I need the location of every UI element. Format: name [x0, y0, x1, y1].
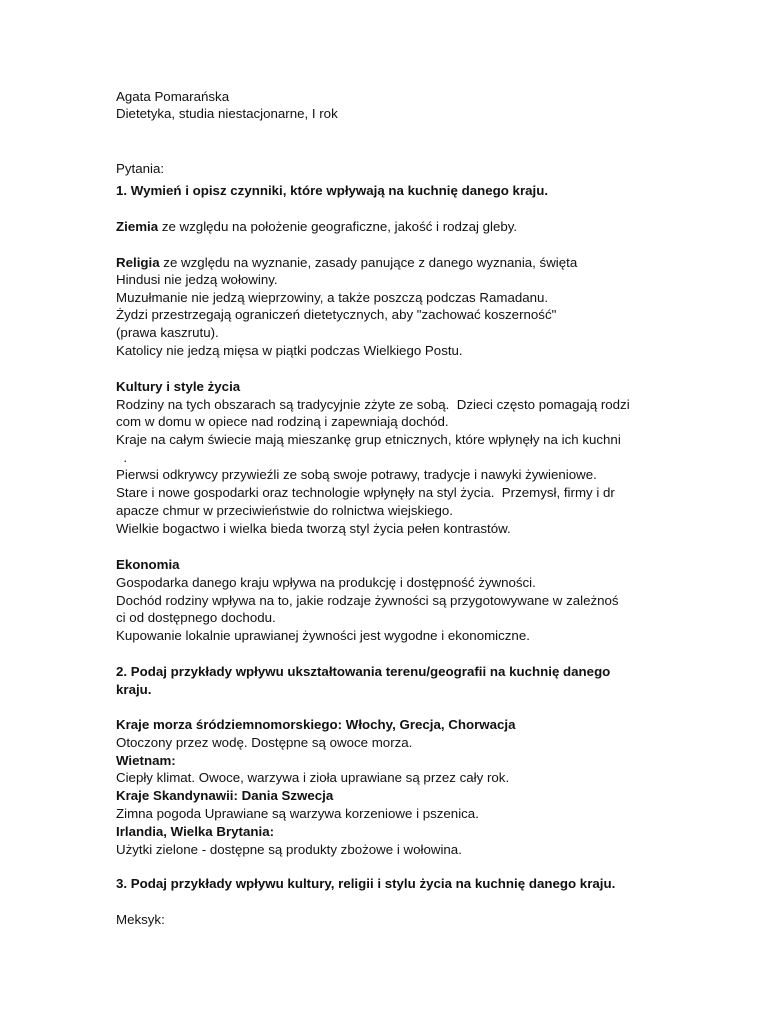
question-1-title: 1. Wymień i opisz czynniki, które wpływają na kuchnię danego kraju. — [116, 183, 549, 198]
ekonomia-line: Dochód rodziny wpływa na to, jakie rodzaje żywności są przygotowywane w zależnoś — [116, 593, 619, 608]
question-2-title-cont: kraju. — [116, 682, 152, 697]
ekonomia-line: Kupowanie lokalnie uprawianej żywności jest wygodne i ekonomiczne. — [116, 628, 530, 643]
ziemia-text: ze względu na położenie geograficzne, jakość i rodzaj gleby. — [158, 219, 518, 234]
ekonomia-line: ci od dostępnego dochodu. — [116, 610, 276, 625]
religia-line: Hindusi nie jedzą wołowiny. — [116, 272, 278, 287]
meksyk-label: Meksyk: — [116, 912, 165, 927]
questions-label: Pytania: — [116, 161, 165, 176]
ziemia-paragraph — [116, 218, 517, 235]
kultury-line: Stare i nowe gospodarki oraz technologie wpłynęły na styl życia. Przemysł, firmy i dr — [116, 485, 615, 500]
ziemia-term: Ziemia — [116, 219, 159, 234]
kultury-heading: Kultury i style życia — [116, 379, 241, 394]
ekonomia-heading: Ekonomia — [116, 557, 180, 572]
kultury-line: Wielkie bogactwo i wielka bieda tworzą styl życia pełen kontrastów. — [116, 521, 511, 536]
religia-text: ze względu na wyznanie, zasady panujące z danego wyznania, święta — [159, 255, 578, 270]
region-text: Użytki zielone - dostępne są produkty zbożowe i wołowina. — [116, 842, 462, 857]
region-heading: Irlandia, Wielka Brytania: — [116, 824, 275, 839]
kultury-line: apacze chmur w przeciwieństwie do rolnictwa wiejskiego. — [116, 503, 453, 518]
region-heading: Kraje Skandynawii: Dania Szwecja — [116, 788, 334, 803]
kultury-line: . — [116, 450, 128, 465]
question-2-title: 2. Podaj przykłady wpływu ukształtowania terenu/geografii na kuchnię danego — [116, 664, 611, 679]
kultury-line: Pierwsi odkrywcy przywieźli ze sobą swoje potrawy, tradycje i nawyki żywieniowe. — [116, 467, 597, 482]
ekonomia-line: Gospodarka danego kraju wpływa na produkcję i dostępność żywności. — [116, 575, 536, 590]
kultury-line: com w domu w opiece nad rodziną i zapewniają dochód. — [116, 414, 449, 429]
region-text: Zimna pogoda Uprawiane są warzywa korzeniowe i pszenica. — [116, 806, 479, 821]
region-text: Ciepły klimat. Owoce, warzywa i zioła uprawiane są przez cały rok. — [116, 770, 510, 785]
religia-line: Katolicy nie jedzą mięsa w piątki podczas Wielkiego Postu. — [116, 343, 463, 358]
religia-line: Żydzi przestrzegają ograniczeń dietetycznych, aby "zachować koszerność" — [116, 307, 557, 322]
region-heading: Wietnam: — [116, 753, 176, 768]
author-name: Agata Pomarańska — [116, 89, 230, 104]
region-text: Otoczony przez wodę. Dostępne są owoce morza. — [116, 735, 413, 750]
religia-line: Muzułmanie nie jedzą wieprzowiny, a także poszczą podczas Ramadanu. — [116, 290, 549, 305]
religia-paragraph — [116, 254, 577, 271]
region-heading: Kraje morza śródziemnomorskiego: Włochy, Grecja, Chorwacja — [116, 717, 516, 732]
religia-line: (prawa kaszrutu). — [116, 325, 219, 340]
question-3-title: 3. Podaj przykłady wpływu kultury, religii i stylu życia na kuchnię danego kraju. — [116, 876, 616, 891]
religia-term: Religia — [116, 255, 160, 270]
kultury-line: Rodziny na tych obszarach są tradycyjnie zżyte ze sobą. Dzieci często pomagają rodzi — [116, 397, 630, 412]
kultury-line: Kraje na całym świecie mają mieszankę grup etnicznych, które wpłynęły na ich kuchni — [116, 432, 621, 447]
course-info: Dietetyka, studia niestacjonarne, I rok — [116, 106, 338, 121]
